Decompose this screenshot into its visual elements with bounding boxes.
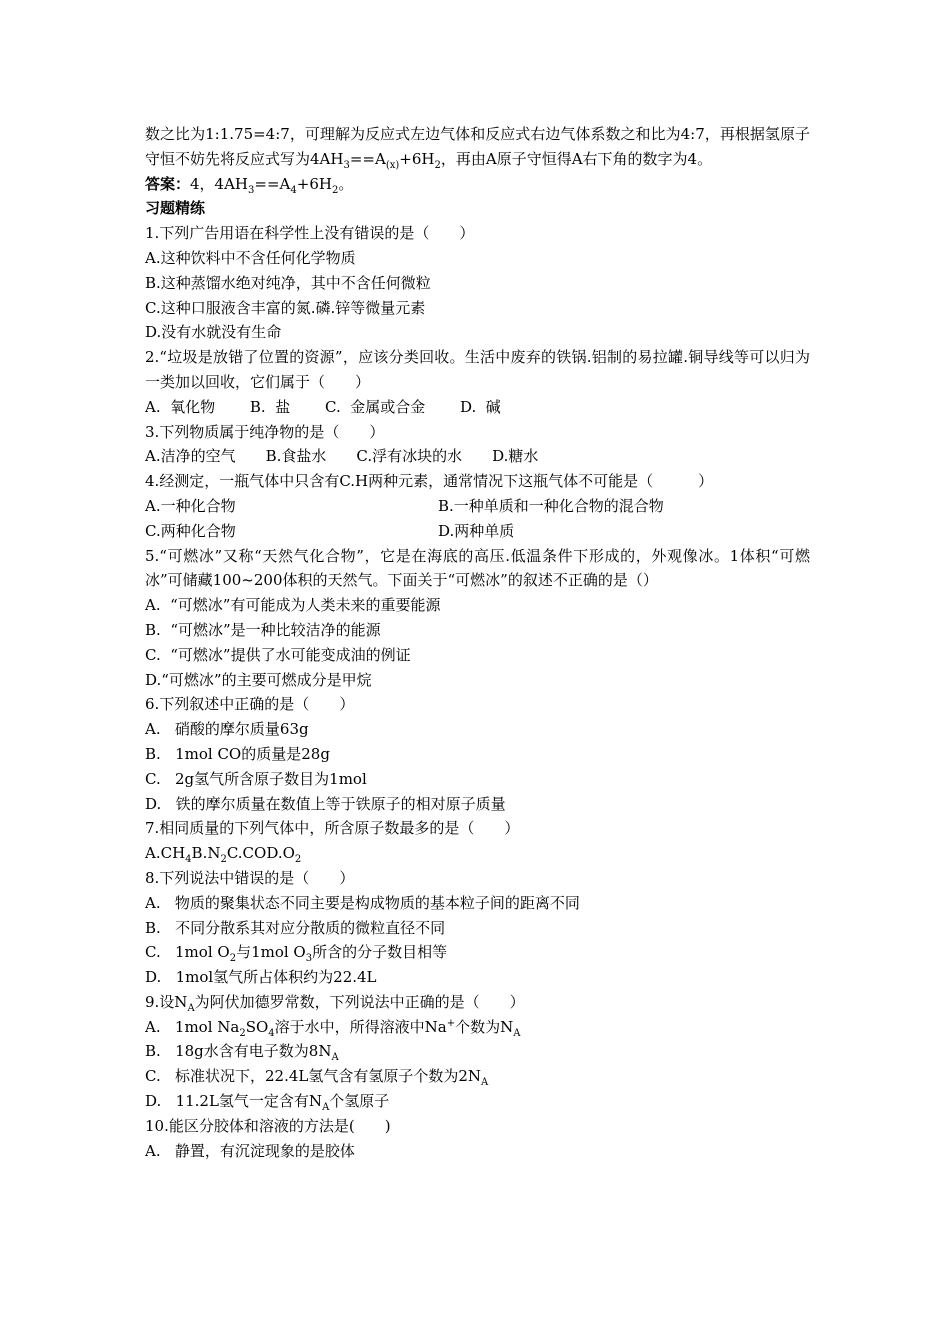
option: A. 静置，有沉淀现象的是胶体 (145, 1141, 355, 1160)
option: A. 1mol $Na_2SO_4$溶于水中，所得溶液中Na+个数为$N_A$ (145, 1017, 521, 1039)
option: $A.CH_4$ (145, 844, 192, 866)
question-stem: 10.能区分胶体和溶液的方法是( ) (145, 1116, 391, 1135)
option-row: A.洁净的空气 B.食盐水 C.浮有冰块的水 D.糖水 (145, 447, 539, 466)
document-body (145, 122, 810, 1163)
section-title: 习题精练 (145, 199, 206, 218)
option: D. 铁的摩尔质量在数值上等于铁原子的相对原子质量 (145, 794, 506, 813)
intro-paragraph: 数之比为1:1.75=4:7，可理解为反应式左边气体和反应式右边气体系数之和比为4:7，再根据氢原子守恒不妨先将反应式写为$4AH_3==A_{(x)}+6H_2$，再由A原子守恒得A右下角的数字为4。 (145, 125, 810, 171)
question-stem: 4.经测定，一瓶气体中只含有C.H两种元素，通常情况下这瓶气体不可能是（ ） (145, 472, 714, 491)
question-stem: 2.“垃圾是放错了位置的资源”，应该分类回收。生活中废弃的铁锅.铝制的易拉罐.铜导线等可以归为一类加以回收，它们属于（ ） (145, 348, 810, 391)
option: D. 11.2L氢气一定含有$N_A$个氢原子 (145, 1092, 390, 1114)
question-stem: 9.设$N_A$为阿伏加德罗常数，下列说法中正确的是（ ） (145, 992, 525, 1014)
question-stem: 8.下列说法中错误的是（ ） (145, 868, 355, 887)
option: A.这种饮料中不含任何化学物质 (145, 248, 356, 267)
option: A. “可燃冰”有可能成为人类未来的重要能源 (145, 596, 441, 615)
option: C.CO (226, 844, 267, 863)
option: B. 不同分散系其对应分散质的微粒直径不同 (145, 918, 446, 937)
option: C. 标准状况下，22.4L氢气含有氢原子个数为$2N_A$ (145, 1067, 489, 1089)
option: $D.O_2$ (266, 844, 302, 866)
option: B.这种蒸馏水绝对纯净，其中不含任何微粒 (145, 273, 431, 292)
option: C.这种口服液含丰富的氮.磷.锌等微量元素 (145, 298, 426, 317)
option: B. “可燃冰”是一种比较洁净的能源 (145, 620, 381, 639)
question-stem: 1.下列广告用语在科学性上没有错误的是（ ） (145, 224, 475, 243)
answer-label: 答案： (145, 174, 191, 193)
option: D.两种单质 (438, 521, 515, 540)
option: C. 1mol $O_2$与1mol $O_3$所含的分子数目相等 (145, 943, 448, 965)
option: A.一种化合物 (145, 496, 236, 515)
option: D. 1mol氢气所占体积约为22.4L (145, 968, 377, 987)
option: A. 硝酸的摩尔质量63g (145, 720, 309, 739)
option: D.没有水就没有生命 (145, 323, 282, 342)
option: B.一种单质和一种化合物的混合物 (438, 496, 664, 515)
option-row (145, 519, 810, 544)
question-stem: 3.下列物质属于纯净物的是（ ） (145, 422, 385, 441)
option: C. “可燃冰”提供了水可能变成油的例证 (145, 645, 411, 664)
option: B. 18g水含有电子数为$8N_A$ (145, 1042, 339, 1064)
option: B. 1mol CO的质量是28g (145, 744, 330, 763)
option-row: A. 氧化物 B. 盐 C. 金属或合金 D. 碱 (145, 397, 501, 416)
question-stem: 7.相同质量的下列气体中，所含原子数最多的是（ ） (145, 819, 520, 838)
option: D.“可燃冰”的主要可燃成分是甲烷 (145, 670, 372, 689)
answer-line: 答案：4，$4AH_3==A_4+6H_2$。 (145, 174, 354, 196)
option: C.两种化合物 (145, 521, 236, 540)
option: $B.N_2$ (191, 844, 227, 866)
option: C. 2g氢气所含原子数目为1mol (145, 769, 367, 788)
option-row (145, 841, 810, 866)
option: A. 物质的聚集状态不同主要是构成物质的基本粒子间的距离不同 (145, 893, 580, 912)
option-row (145, 494, 810, 519)
question-stem: 5.“可燃冰”又称“天然气化合物”，它是在海底的高压.低温条件下形成的，外观像冰。1体积“可燃冰”可储藏100~200体积的天然气。下面关于“可燃冰”的叙述不正确的是（） (145, 546, 810, 590)
question-stem: 6.下列叙述中正确的是（ ） (145, 695, 355, 714)
